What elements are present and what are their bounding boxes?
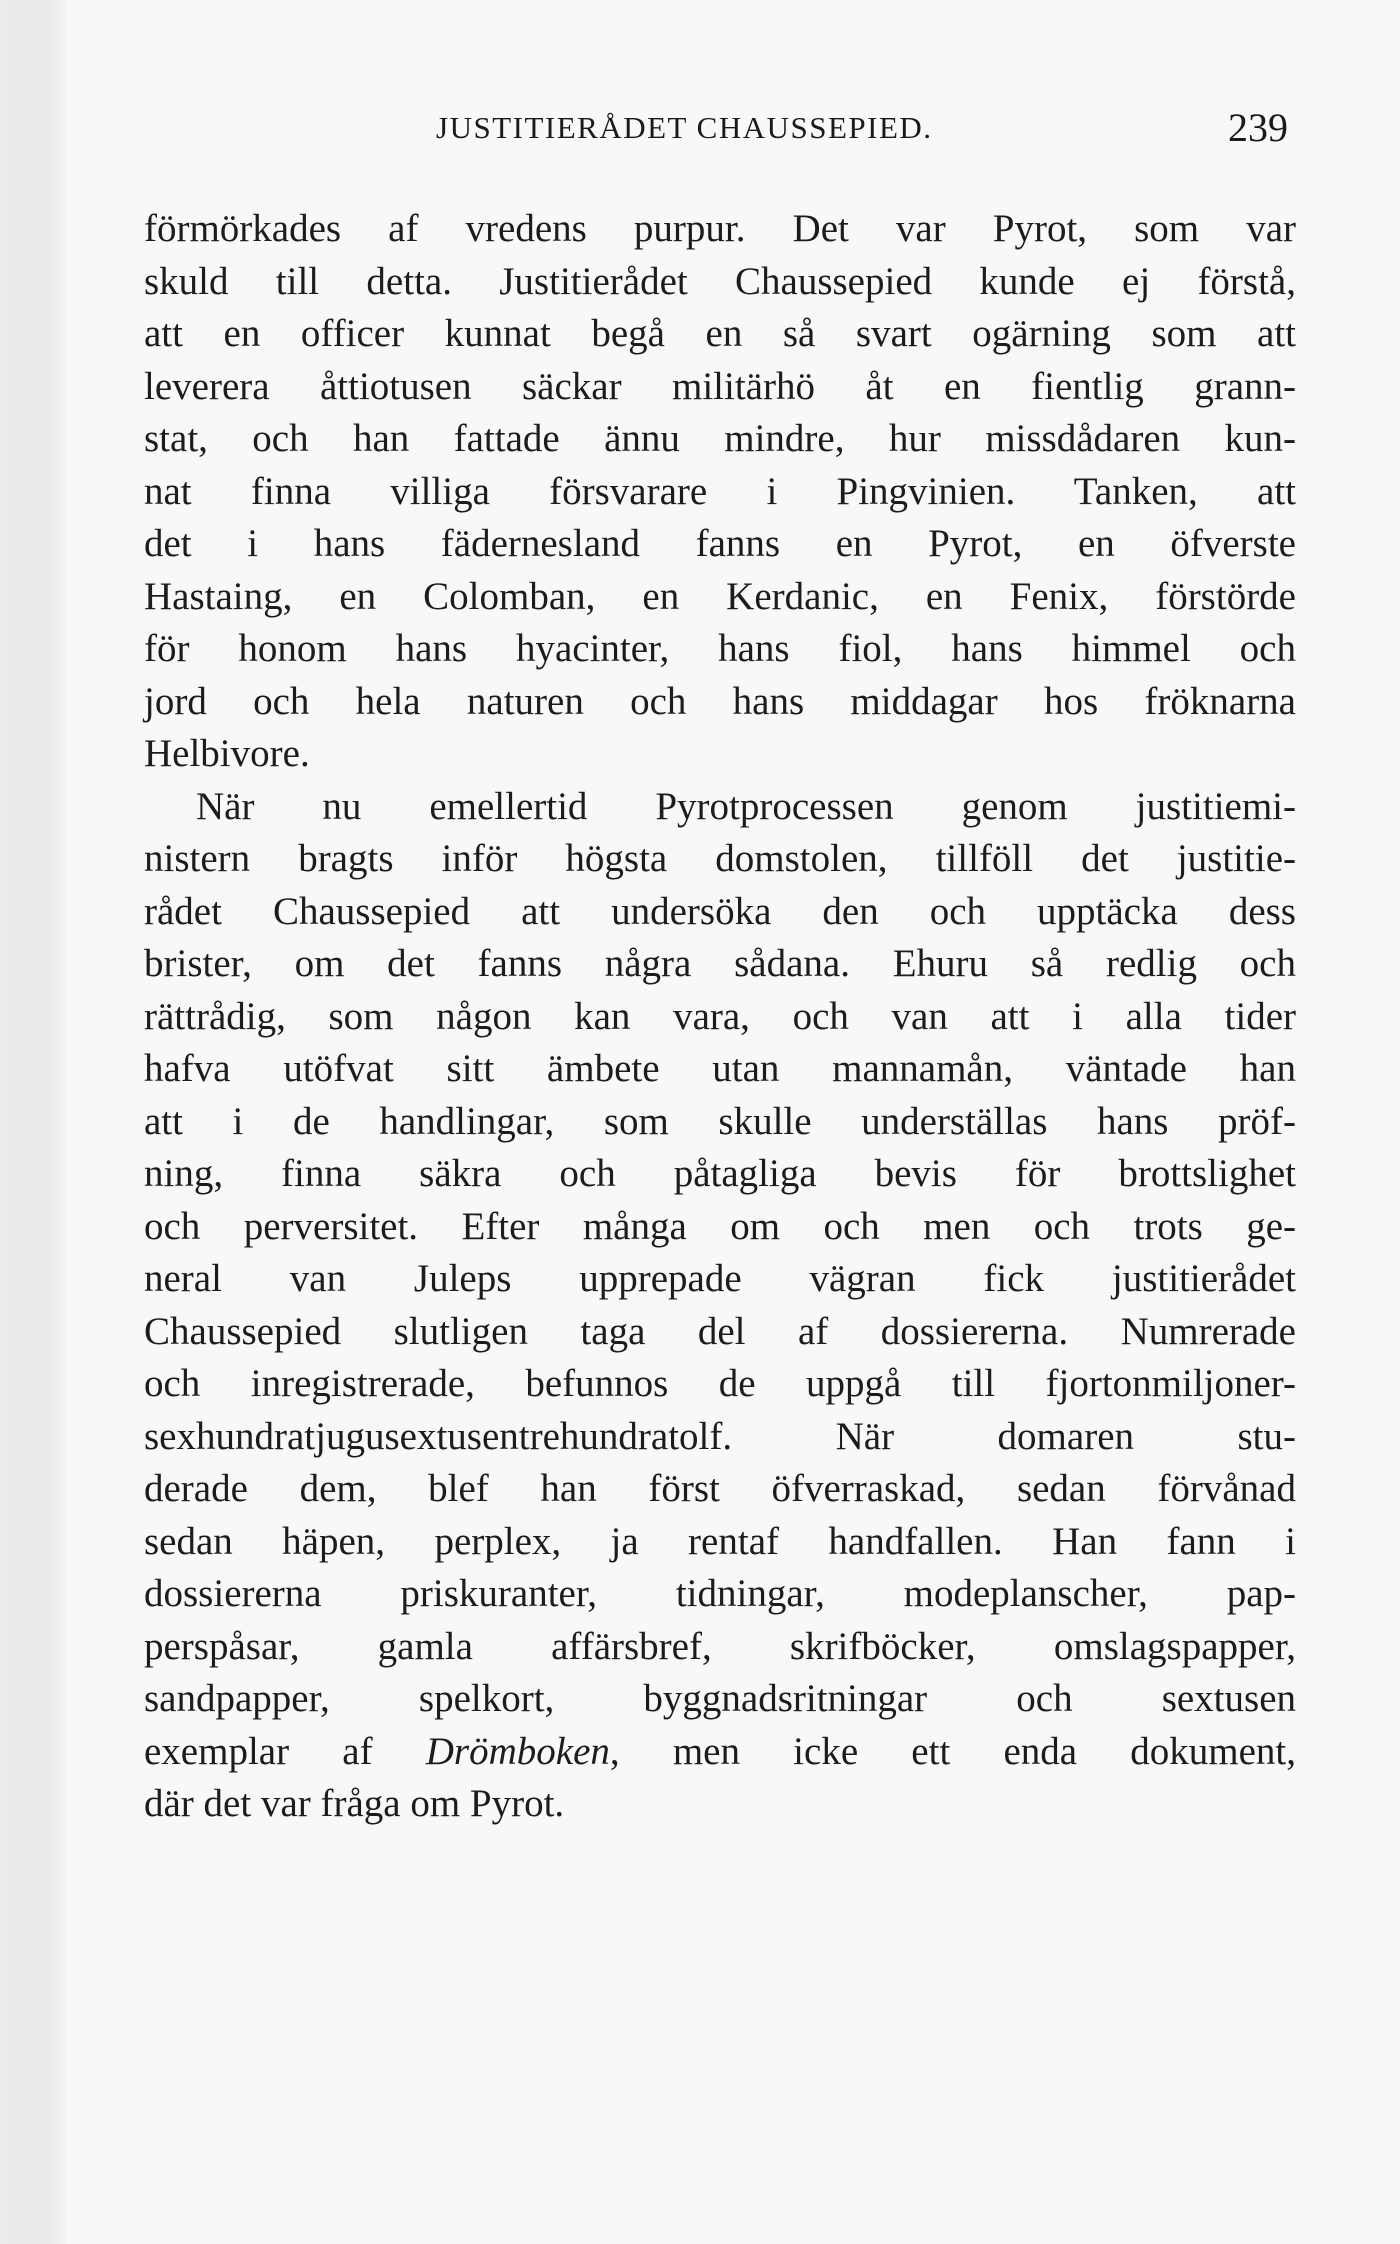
running-head: JUSTITIERÅDET CHAUSSEPIED.	[436, 110, 933, 145]
text-line: för honom hans hyacinter, hans fiol, hans himmel och	[144, 627, 1296, 670]
text-line: förmörkades af vredens purpur. Det var Pyrot, som var	[144, 207, 1296, 250]
text-line: sandpapper, spelkort, byggnadsritningar och sextusen	[144, 1677, 1296, 1720]
text-line: perspåsar, gamla affärsbref, skrifböcker, omslagspapper,	[144, 1624, 1296, 1668]
text-line: stat, och han fattade ännu mindre, hur missdådaren kun-	[144, 417, 1296, 460]
text-line: det i hans fädernesland fanns en Pyrot, en öfverste	[144, 522, 1296, 565]
text-line: Hastaing, en Colomban, en Kerdanic, en Fenix, förstörde	[144, 574, 1296, 618]
page-gutter-shadow	[0, 0, 66, 2244]
text-line: Helbivore.	[144, 732, 310, 775]
text-line: jord och hela naturen och hans middagar hos fröknarna	[144, 679, 1296, 723]
text-line: rättrådig, som någon kan vara, och van att i alla tider	[144, 994, 1296, 1038]
text-line: leverera åttiotusen säckar militärhö åt en fientlig grann-	[144, 364, 1296, 408]
page-number: 239	[1228, 105, 1288, 150]
text-line: skuld till detta. Justitierådet Chaussepied kunde ej förstå,	[144, 259, 1296, 303]
text-line: derade dem, blef han först öfverraskad, sedan förvånad	[144, 1467, 1296, 1510]
text-line: där det var fråga om Pyrot.	[144, 1782, 565, 1825]
text-fragment: , men icke ett enda dokument,	[609, 1729, 1297, 1773]
text-line: sedan häpen, perplex, ja rentaf handfallen. Han fann i	[144, 1519, 1296, 1563]
text-line: dossiererna priskuranter, tidningar, modeplanscher, pap-	[144, 1572, 1296, 1615]
paragraph-2	[144, 781, 1296, 1831]
text-line: att en officer kunnat begå en så svart ogärning som att	[144, 312, 1296, 355]
text-line: Chaussepied slutligen taga del af dossiererna. Numrerade	[144, 1309, 1296, 1353]
text-line: brister, om det fanns några sådana. Ehuru så redlig och	[144, 942, 1296, 985]
text-line: och inregistrerade, befunnos de uppgå till fjortonmiljoner-	[144, 1362, 1296, 1405]
text-line-with-title	[144, 1726, 1296, 1779]
text-line: nistern bragts inför högsta domstolen, tillföll det justitie-	[144, 837, 1296, 880]
text-line: hafva utöfvat sitt ämbete utan mannamån, väntade han	[144, 1047, 1296, 1090]
text-line: nat finna villiga försvarare i Pingvinien. Tanken, att	[144, 469, 1296, 513]
text-line: sexhundratjugusextusentrehundratolf. När domaren stu-	[144, 1414, 1296, 1458]
text-line: rådet Chaussepied att undersöka den och upptäcka dess	[144, 889, 1296, 933]
text-line: neral van Juleps upprepade vägran fick justitierådet	[144, 1257, 1296, 1300]
text-line: att i de handlingar, som skulle underställas hans pröf-	[144, 1099, 1296, 1143]
text-line: ning, finna säkra och påtagliga bevis för brottslighet	[144, 1152, 1296, 1195]
text-line: När nu emellertid Pyrotprocessen genom justitiemi-	[196, 784, 1296, 828]
book-title: Drömboken	[425, 1729, 610, 1773]
text-fragment: exemplar af	[144, 1729, 426, 1773]
text-line: och perversitet. Efter många om och men och trots ge-	[144, 1204, 1296, 1248]
paragraph-1	[144, 203, 1296, 781]
body-text	[144, 203, 1296, 1831]
book-page	[66, 0, 1400, 2244]
